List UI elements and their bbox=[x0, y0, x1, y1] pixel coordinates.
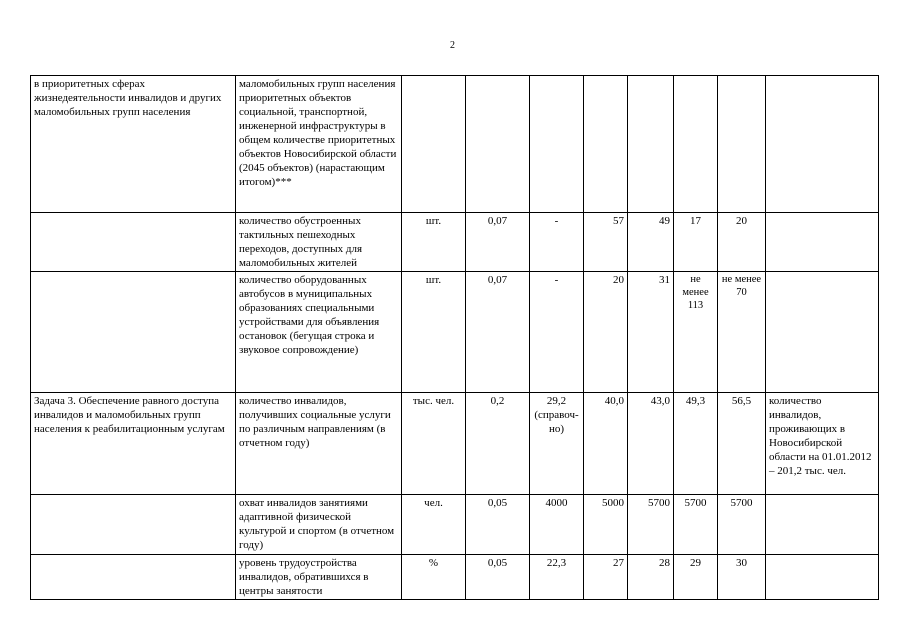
weight-cell bbox=[466, 76, 530, 213]
value-2016-cell: 5700 bbox=[718, 495, 766, 555]
note-cell bbox=[766, 555, 879, 600]
value-2016-cell: 56,5 bbox=[718, 393, 766, 495]
weight-cell: 0,2 bbox=[466, 393, 530, 495]
indicator-cell: уровень трудоустройства инвалидов, обратившихся в центры занятости bbox=[236, 555, 402, 600]
value-2016-cell: 30 bbox=[718, 555, 766, 600]
task-cell bbox=[31, 495, 236, 555]
table-row bbox=[31, 555, 879, 600]
value-2015-cell bbox=[674, 76, 718, 213]
unit-cell: % bbox=[402, 555, 466, 600]
indicator-cell: количество обустроенных тактильных пешеходных переходов, доступных для маломобильных жителей bbox=[236, 213, 402, 272]
base-value-cell: 22,3 bbox=[530, 555, 584, 600]
value-2013-cell: 5000 bbox=[584, 495, 628, 555]
note-cell bbox=[766, 76, 879, 213]
unit-cell bbox=[402, 76, 466, 213]
value-2015-cell: 49,3 bbox=[674, 393, 718, 495]
value-2016-cell bbox=[718, 76, 766, 213]
task-cell: Задача 3. Обеспечение равного доступа инвалидов и маломобильных групп населения к реабилитационным услугам bbox=[31, 393, 236, 495]
value-2015-cell: 5700 bbox=[674, 495, 718, 555]
page-number: 2 bbox=[450, 40, 455, 51]
table-row bbox=[31, 76, 879, 213]
base-value-cell: 4000 bbox=[530, 495, 584, 555]
indicator-cell: охват инвалидов занятиями адаптивной физической культурой и спортом (в отчетном году) bbox=[236, 495, 402, 555]
value-2013-cell: 20 bbox=[584, 272, 628, 393]
value-2013-cell: 27 bbox=[584, 555, 628, 600]
unit-cell: чел. bbox=[402, 495, 466, 555]
value-2015-cell: 17 bbox=[674, 213, 718, 272]
indicator-cell: маломобильных групп населения приоритетных объектов социальной, транспортной, инженерной инфраструктуры в общем количестве приоритетных объектов Новосибирской области (2045 объектов) (нарастающим итогом)*** bbox=[236, 76, 402, 213]
table-row bbox=[31, 495, 879, 555]
base-value-cell: - bbox=[530, 213, 584, 272]
note-cell: количество инвалидов, проживающих в Новосибирской области на 01.01.2012 – 201,2 тыс. чел. bbox=[766, 393, 879, 495]
task-cell: в приоритетных сферах жизнедеятельности инвалидов и других маломобильных групп населения bbox=[31, 76, 236, 213]
unit-cell: шт. bbox=[402, 213, 466, 272]
table-row bbox=[31, 213, 879, 272]
indicators-table bbox=[30, 75, 879, 600]
value-2015-cell: не менее 113 bbox=[674, 272, 718, 393]
value-2013-cell: 40,0 bbox=[584, 393, 628, 495]
table-row bbox=[31, 272, 879, 393]
task-cell bbox=[31, 555, 236, 600]
weight-cell: 0,05 bbox=[466, 555, 530, 600]
value-2016-cell: 20 bbox=[718, 213, 766, 272]
unit-cell: шт. bbox=[402, 272, 466, 393]
note-cell bbox=[766, 272, 879, 393]
table-row bbox=[31, 393, 879, 495]
value-2014-cell bbox=[628, 76, 674, 213]
task-cell bbox=[31, 213, 236, 272]
value-2014-cell: 28 bbox=[628, 555, 674, 600]
value-2013-cell bbox=[584, 76, 628, 213]
value-2014-cell: 49 bbox=[628, 213, 674, 272]
note-cell bbox=[766, 213, 879, 272]
value-2014-cell: 43,0 bbox=[628, 393, 674, 495]
note-cell bbox=[766, 495, 879, 555]
weight-cell: 0,07 bbox=[466, 213, 530, 272]
weight-cell: 0,07 bbox=[466, 272, 530, 393]
base-value-cell bbox=[530, 76, 584, 213]
value-2014-cell: 5700 bbox=[628, 495, 674, 555]
task-cell bbox=[31, 272, 236, 393]
value-2015-cell: 29 bbox=[674, 555, 718, 600]
value-2016-cell: не менее 70 bbox=[718, 272, 766, 393]
indicator-cell: количество инвалидов, получивших социальные услуги по различным направлениям (в отчетном году) bbox=[236, 393, 402, 495]
unit-cell: тыс. чел. bbox=[402, 393, 466, 495]
base-value-cell: - bbox=[530, 272, 584, 393]
value-2014-cell: 31 bbox=[628, 272, 674, 393]
indicator-cell: количество оборудованных автобусов в муниципальных образованиях специальными устройствами для объявления остановок (бегущая строка и звуковое сопровождение) bbox=[236, 272, 402, 393]
base-value-cell: 29,2 (справоч-но) bbox=[530, 393, 584, 495]
value-2013-cell: 57 bbox=[584, 213, 628, 272]
weight-cell: 0,05 bbox=[466, 495, 530, 555]
